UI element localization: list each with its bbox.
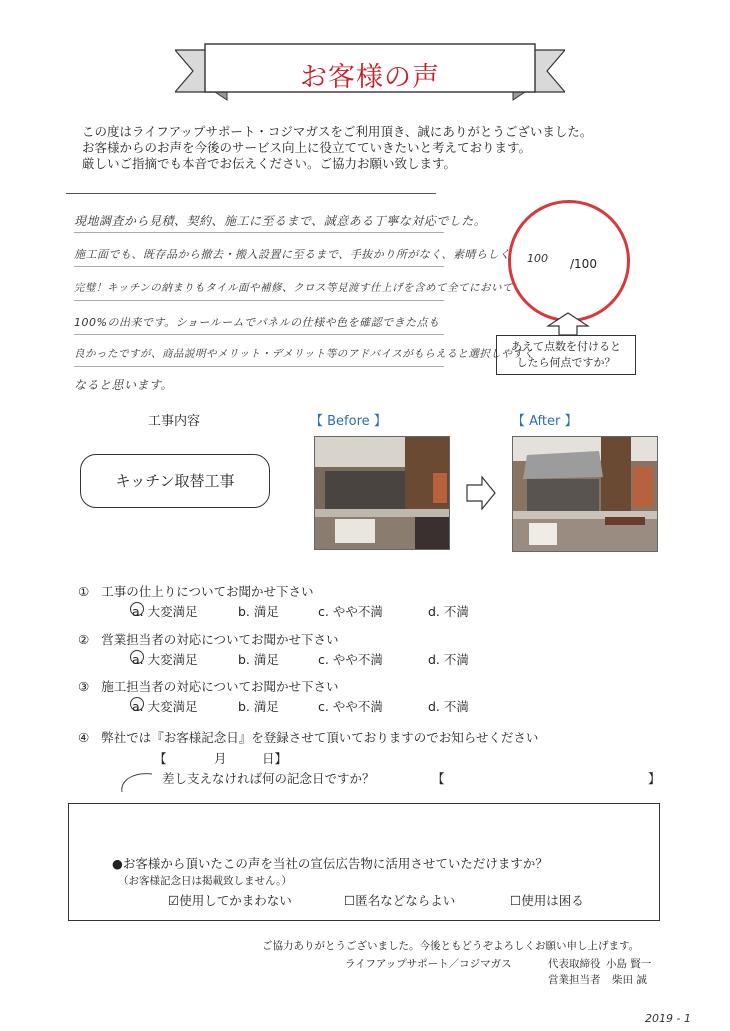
answer-option[interactable]: a. 大変満足 xyxy=(132,699,198,714)
consent-option-allow[interactable]: ☑使用してかまわない xyxy=(168,893,292,908)
footer-rep-name: 小島 賢一 xyxy=(606,958,652,970)
date-open: 【 xyxy=(154,751,167,766)
footer-sales-title: 営業担当者 xyxy=(548,974,601,986)
arrow-right-icon xyxy=(466,476,496,510)
handwritten-date: 2019 - 1 xyxy=(645,1012,691,1025)
footer-company: ライフアップサポート／コジマガス xyxy=(345,958,512,970)
question-number: ① xyxy=(78,584,90,599)
question-text: 工事の仕上りについてお聞かせ下さい xyxy=(101,584,314,599)
question-1 xyxy=(78,582,313,600)
divider xyxy=(66,193,436,194)
comment-line: なると思います。 xyxy=(74,378,174,392)
comment-rule xyxy=(74,334,444,336)
consent-note: （お客様記念日は掲載致しません。） xyxy=(118,875,292,887)
intro-line: 厳しいご指摘でも本音でお伝えください。ご協力お願い致します。 xyxy=(82,156,457,171)
question-text: 弊社では『お客様記念日』を登録させて頂いておりますのでお知らせください xyxy=(101,730,539,745)
before-photo xyxy=(314,436,450,550)
answer-option[interactable]: a. 大変満足 xyxy=(132,604,198,619)
arrow-up-icon xyxy=(546,312,590,336)
answer-option[interactable]: b. 満足 xyxy=(238,604,279,619)
comment-rule xyxy=(74,366,444,368)
date-month[interactable]: 月 xyxy=(214,751,227,766)
comment-line: 施工面でも、既存品から撤去・搬入設置に至るまで、手抜かり所がなく、素晴らしく xyxy=(74,248,511,261)
work-heading: 工事内容 xyxy=(148,414,201,429)
date-day[interactable]: 日】 xyxy=(262,751,288,766)
handwritten-mark xyxy=(114,770,154,800)
consent-question: ●お客様から頂いたこの声を当社の宣伝広告物に活用させていただけますか？ xyxy=(112,856,548,871)
intro-line: この度はライフアップサポート・コジマガスをご利用頂き、誠にありがとうございました。 xyxy=(82,124,593,139)
score-hint xyxy=(496,335,636,375)
comment-line: 良かったですが、商品説明やメリット・デメリット等のアドバイスがもらえると選択しやすく xyxy=(74,348,535,360)
anniversary-open: 【 xyxy=(432,771,445,786)
page-title: お客様の声 xyxy=(300,62,440,93)
footer-rep-title: 代表取締役 xyxy=(548,958,601,970)
answer-option[interactable]: c. やや不満 xyxy=(318,604,383,619)
answer-option[interactable]: a. 大変満足 xyxy=(132,652,198,667)
answer-option[interactable]: b. 満足 xyxy=(238,699,279,714)
footer-sales-name: 柴田 誠 xyxy=(612,974,647,986)
comment-rule xyxy=(74,266,444,268)
after-label: 【 After 】 xyxy=(512,414,578,429)
question-number: ③ xyxy=(78,679,90,694)
question-number: ④ xyxy=(78,730,90,745)
footer-thanks: ご協力ありがとうございました。今後ともどうぞよろしくお願い申し上げます。 xyxy=(262,940,640,952)
comment-rule xyxy=(74,232,444,234)
question-text: 施工担当者の対応についてお聞かせ下さい xyxy=(101,679,339,694)
answer-option[interactable]: c. やや不満 xyxy=(318,652,383,667)
score-total: /100 xyxy=(570,257,597,271)
question-3 xyxy=(78,677,338,695)
score-given: 100 xyxy=(527,252,548,265)
comment-line: 完璧！キッチンの納まりもタイル面や補修、クロス等見渡す仕上げを含めて全てにおいて xyxy=(74,282,514,294)
question-4 xyxy=(78,728,538,746)
consent-option-anonymous[interactable]: ☐匿名などならよい xyxy=(344,893,456,908)
answer-option[interactable]: d. 不満 xyxy=(428,604,469,619)
comment-line: 現地調査から見積、契約、施工に至るまで、誠意ある丁寧な対応でした。 xyxy=(74,214,487,228)
question-number: ② xyxy=(78,632,90,647)
before-label: 【 Before 】 xyxy=(310,414,387,429)
answer-option[interactable]: b. 満足 xyxy=(238,652,279,667)
anniversary-close: 】 xyxy=(648,771,661,786)
comment-rule xyxy=(74,300,444,302)
question-2 xyxy=(78,630,338,648)
anniversary-label: 差し支えなければ何の記念日ですか？ xyxy=(162,771,375,786)
intro-text xyxy=(82,124,682,172)
answer-option[interactable]: d. 不満 xyxy=(428,699,469,714)
intro-line: お客様からのお声を今後のサービス向上に役立てていきたいと考えております。 xyxy=(82,140,532,155)
answer-option[interactable]: c. やや不満 xyxy=(318,699,383,714)
work-name-box: キッチン取替工事 xyxy=(80,454,270,508)
comment-line: 100%の出来です。ショールームでパネルの仕様や色を確認できた点も xyxy=(74,316,440,329)
answer-option[interactable]: d. 不満 xyxy=(428,652,469,667)
question-text: 営業担当者の対応についてお聞かせ下さい xyxy=(101,632,339,647)
after-photo xyxy=(512,436,658,552)
score-hint-line: あえて点数を付けると xyxy=(511,340,621,353)
consent-option-refuse[interactable]: ☐使用は困る xyxy=(510,893,584,908)
score-hint-line: したら何点ですか？ xyxy=(516,356,616,369)
